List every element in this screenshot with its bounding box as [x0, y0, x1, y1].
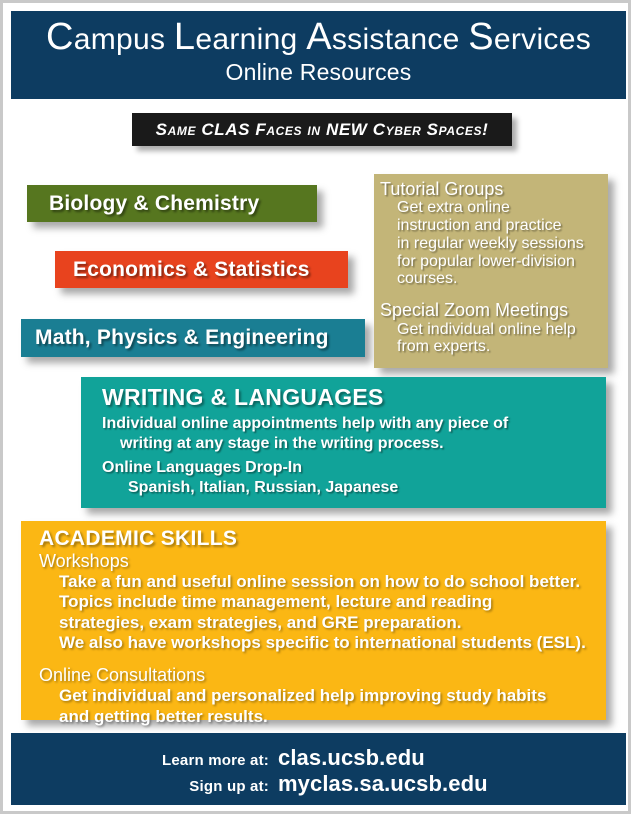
subject-label: Economics & Statistics [73, 257, 310, 281]
writing-paragraph-line: writing at any stage in the writing process. [120, 434, 444, 452]
consultations-line: and getting better results. [59, 706, 268, 726]
title-initial-cap: C [45, 16, 74, 58]
tutorial-groups-line: in regular weekly sessions [397, 234, 584, 252]
tutorial-groups-line: for popular lower-division [397, 252, 575, 270]
academic-skills-panel [21, 521, 606, 726]
tagline-text: Same CLAS Faces in NEW Cyber Spaces! [155, 119, 489, 139]
writing-languages-panel [81, 377, 606, 508]
special-zoom-line: Get individual online help [397, 320, 576, 338]
poster-header [11, 11, 626, 99]
tutorial-groups-line: instruction and practice [397, 217, 562, 235]
workshops-line: Topics include time management, lecture and reading [59, 592, 493, 612]
title-word-rest: ssistance [331, 23, 469, 56]
subject-label: Biology & Chemistry [49, 191, 260, 215]
subject-bar-economics-statistics[interactable] [55, 251, 348, 288]
tutorial-groups-line: courses. [397, 270, 458, 288]
title-initial-cap: L [173, 16, 196, 58]
workshops-line: Take a fun and useful online session on how to do school better. [59, 572, 581, 592]
clas-url[interactable]: clas.ucsb.edu [278, 745, 425, 770]
workshops-subheading: Workshops [39, 551, 129, 571]
workshops-line: We also have workshops specific to international students (ESL). [59, 632, 586, 652]
spacer [39, 653, 606, 665]
page-subtitle: Online Resources [225, 59, 412, 85]
poster-footer [11, 733, 626, 805]
writing-heading: WRITING & LANGUAGES [102, 384, 384, 410]
subject-bar-math-physics-engineering[interactable] [21, 319, 365, 357]
myclas-url[interactable]: myclas.sa.ucsb.edu [278, 771, 488, 796]
learn-more-row [156, 745, 425, 771]
title-word-rest: ampus [73, 23, 174, 56]
title-initial-cap: S [468, 16, 494, 58]
subject-label: Math, Physics & Engineering [35, 326, 329, 349]
writing-paragraph-line: Individual online appointments help with any piece of [102, 415, 509, 432]
special-zoom-line: from experts. [397, 338, 491, 356]
sign-up-row [156, 771, 488, 797]
tutorial-groups-heading: Tutorial Groups [380, 179, 504, 199]
title-word-rest: earning [195, 23, 307, 56]
sign-up-label: Sign up at: [189, 778, 269, 795]
consultations-line: Get individual and personalized help improving study habits [59, 686, 547, 706]
dropin-languages: Spanish, Italian, Russian, Japanese [128, 479, 399, 497]
subject-bar-biology-chemistry[interactable] [27, 185, 317, 222]
title-word-rest: ervices [493, 23, 592, 56]
dropin-heading: Online Languages Drop-In [102, 459, 303, 477]
tutorial-groups-panel [374, 174, 608, 368]
learn-more-label: Learn more at: [162, 752, 269, 769]
consultations-subheading: Online Consultations [39, 665, 206, 686]
page-title [11, 16, 626, 59]
workshops-line: strategies, exam strategies, and GRE preparation. [59, 612, 462, 632]
academic-heading: ACADEMIC SKILLS [39, 527, 238, 550]
title-initial-cap: A [306, 16, 332, 58]
tagline-banner [132, 113, 512, 146]
special-zoom-heading: Special Zoom Meetings [380, 300, 569, 321]
tutorial-groups-line: Get extra online [397, 199, 510, 217]
